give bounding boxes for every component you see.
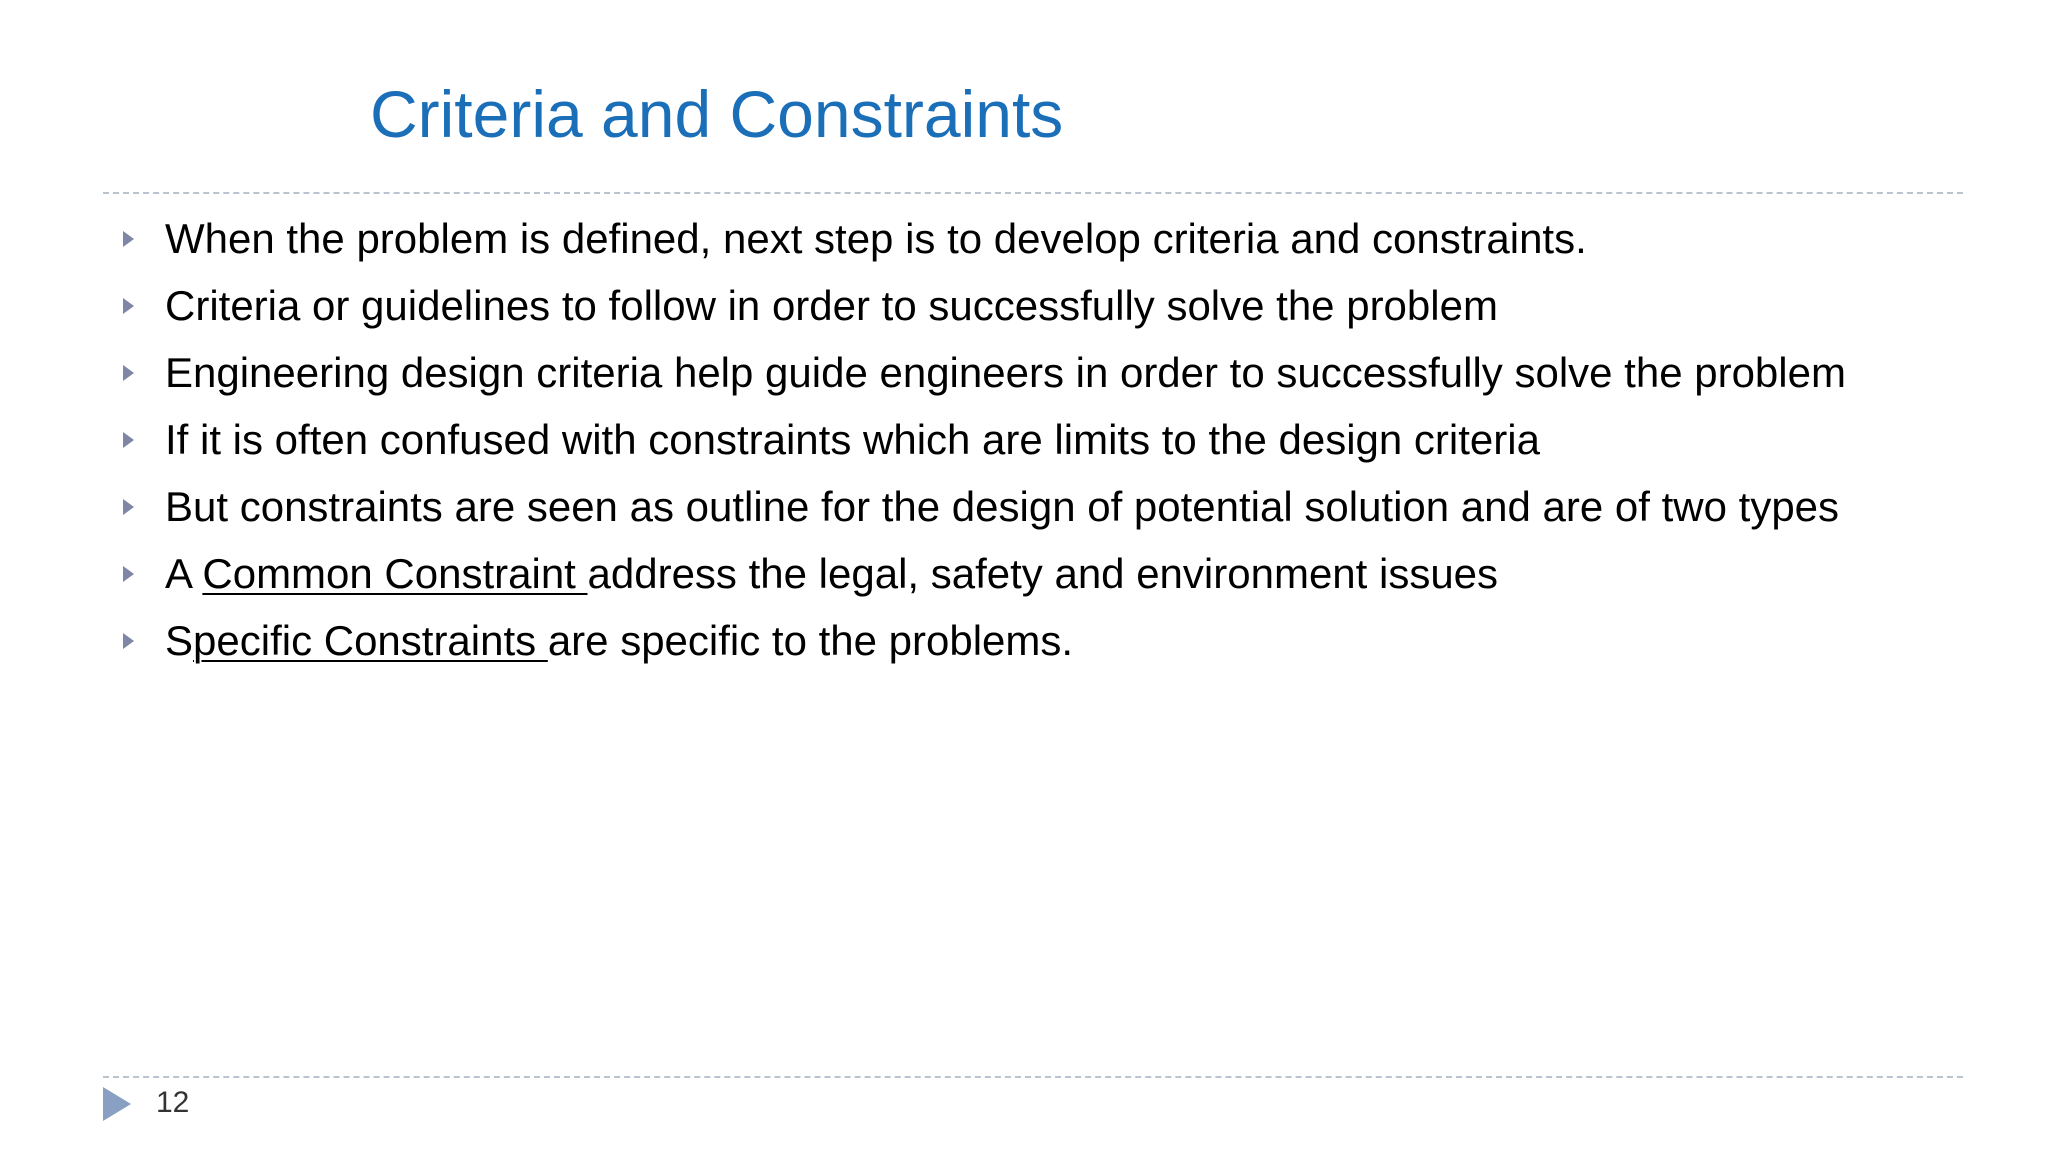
triangle-right-icon <box>123 231 134 247</box>
bullet-item <box>118 346 1948 399</box>
common-constraint-term: Common Constraint <box>202 550 588 597</box>
bullet-text: If it is often confused with constraints which are limits to the design criteria <box>165 416 1540 463</box>
bullet-item <box>118 279 1948 332</box>
triangle-right-icon <box>123 298 134 314</box>
triangle-right-icon <box>123 432 134 448</box>
bullet-text: Engineering design criteria help guide engineers in order to successfully solve the problem <box>165 349 1846 396</box>
bullet-item <box>118 614 1948 667</box>
triangle-right-icon <box>123 566 134 582</box>
bullet-text: When the problem is defined, next step is to develop criteria and constraints. <box>165 215 1587 262</box>
slide-title: Criteria and Constraints <box>370 77 1064 151</box>
bullet-text-suffix: are specific to the problems. <box>547 617 1074 664</box>
specific-constraints-term: pecific Constraints <box>193 617 548 664</box>
top-divider <box>103 192 1963 194</box>
bullet-text-prefix: S <box>165 617 194 664</box>
bullet-text: Criteria or guidelines to follow in order to successfully solve the problem <box>165 282 1498 329</box>
bullet-item <box>118 547 1948 600</box>
bullet-item <box>118 413 1948 466</box>
triangle-right-icon <box>123 365 134 381</box>
triangle-right-icon <box>123 633 134 649</box>
page-number: 12 <box>156 1086 190 1119</box>
bullet-item <box>118 212 1948 265</box>
bullet-text: But constraints are seen as outline for the design of potential solution and are of two types <box>165 483 1840 530</box>
bullet-text-prefix: A <box>165 550 203 597</box>
triangle-right-icon <box>103 1087 131 1121</box>
triangle-right-icon <box>123 499 134 515</box>
bullet-item <box>118 480 1948 533</box>
bullet-text-suffix: address the legal, safety and environment issues <box>587 550 1499 597</box>
bullet-list <box>118 212 1948 681</box>
bottom-divider <box>103 1076 1963 1078</box>
